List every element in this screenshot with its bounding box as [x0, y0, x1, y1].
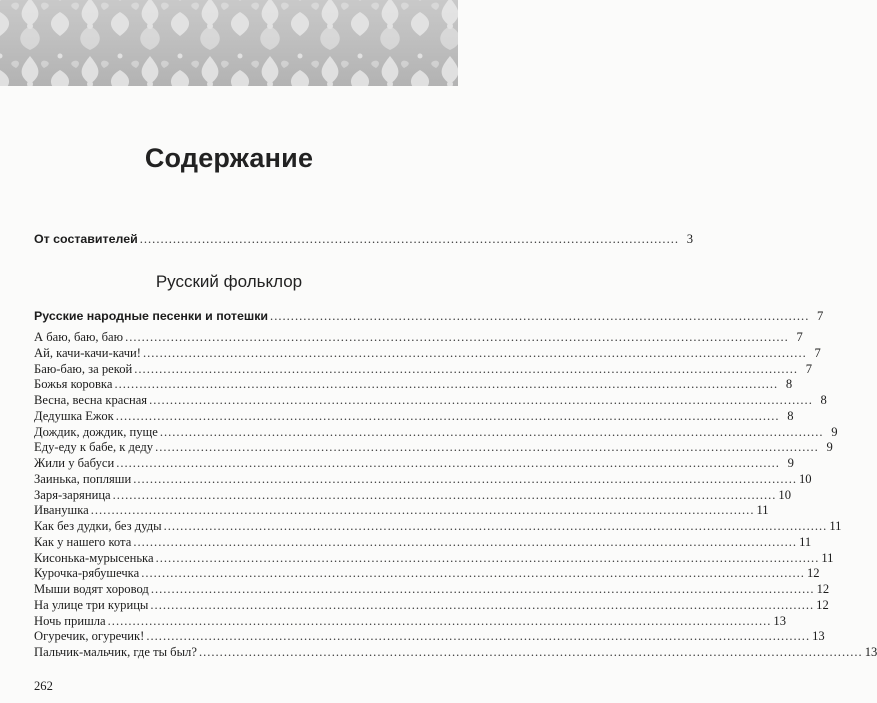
toc-entry-label: Курочка-рябушечка [34, 566, 140, 581]
toc-entry-label: Заинька, попляши [34, 471, 132, 486]
toc-entry-page: 11 [821, 550, 834, 565]
toc-entry [34, 597, 829, 613]
toc-entry [34, 487, 791, 503]
toc-entry-page: 11 [756, 503, 769, 518]
toc-entry [34, 645, 877, 660]
toc-entry-label: Мыши водят хоровод [34, 582, 149, 596]
toc-entry [34, 582, 830, 597]
toc-leader-dots: ................................................................................................................................................................ [155, 550, 820, 565]
header-ornament-banner [0, 0, 458, 86]
toc-entry-page: 8 [785, 377, 793, 392]
toc-entry-page: 9 [787, 456, 794, 470]
toc-entry-page: 12 [806, 566, 820, 581]
toc-entry-label: Еду-еду к бабе, к деду [34, 440, 154, 455]
toc-entry [34, 503, 769, 518]
damask-ornament-pattern [0, 0, 458, 86]
toc-entry [34, 361, 812, 377]
toc-subsection [34, 309, 824, 324]
toc-entry [34, 345, 821, 361]
toc-entry [34, 456, 794, 471]
toc-entry-page: 9 [831, 424, 838, 439]
toc-entry-label: Дождик, дождик, пуще [34, 424, 158, 439]
toc-leader-dots: ................................................................................................................................................................ [114, 377, 779, 392]
toc-entry-page: 8 [820, 393, 827, 407]
toc-entry [34, 534, 812, 550]
toc-entry-page: 13 [864, 645, 877, 659]
toc-leader-dots: ................................................................................................................................................................ [107, 613, 772, 628]
toc-entry-label: Весна, весна красная [34, 393, 148, 407]
toc-entry-page: 13 [773, 613, 786, 628]
toc-entry-page: 12 [816, 582, 830, 596]
toc-entry-page: 11 [829, 519, 842, 533]
toc-entry-page: 7 [814, 345, 821, 360]
toc-entry [34, 408, 794, 424]
toc-leader-dots: .................................................................................................................................. [270, 309, 810, 323]
toc-entry-label: Ночь пришла [34, 613, 106, 628]
toc-entry-page: 10 [778, 487, 791, 502]
toc-entry-label: Пальчик-мальчик, где ты был? [34, 645, 197, 659]
toc-entry-page: 12 [816, 597, 829, 612]
toc-entry [34, 613, 786, 629]
toc-leader-dots: ................................................................................................................................................................ [112, 487, 777, 502]
toc-entry-page: 13 [812, 629, 825, 644]
toc-leader-dots: ................................................................................................................................................................ [146, 629, 811, 644]
toc-leader-dots: ................................................................................................................................................................ [141, 566, 805, 581]
toc-leader-dots: ................................................................................................................................................................ [155, 440, 819, 455]
toc-entry [34, 519, 842, 534]
toc-leader-dots: ................................................................................................................................................................ [90, 503, 755, 518]
toc-entry-label: Кисонька-мурысенька [34, 550, 154, 565]
toc-entry-page: 9 [826, 440, 833, 455]
toc-entry-page: 7 [805, 361, 812, 376]
toc-entry-page: 3 [686, 232, 694, 246]
page-title: Содержание [144, 143, 314, 173]
toc-leader-dots: ................................................................................................................................................................ [134, 361, 798, 376]
toc-entry [34, 566, 820, 581]
toc-leader-dots: ................................................................................................................................................................ [150, 582, 815, 596]
toc-entry-preface [34, 232, 694, 247]
toc-subsection-page: 7 [817, 309, 824, 323]
toc-entry [34, 330, 803, 345]
toc-entry-page: 10 [798, 471, 812, 486]
toc-entry-page: 8 [787, 408, 794, 423]
toc-entry [34, 629, 825, 644]
toc-entry-label: На улице три курицы [34, 597, 149, 612]
toc-entry-page: 11 [799, 534, 812, 549]
toc-entry [34, 471, 812, 487]
toc-entry [34, 377, 793, 392]
toc-entry-label: Как без дудки, без дуды [34, 519, 162, 533]
toc-entry-label: Божья коровка [34, 377, 113, 392]
toc-entry [34, 393, 827, 408]
toc-leader-dots: ................................................................................................................................................................ [115, 408, 780, 423]
section-heading: Русский фольклор [155, 272, 303, 291]
toc-entry-label: Дедушка Ежок [34, 408, 114, 423]
toc-leader-dots: .................................................................................................................................. [139, 232, 680, 246]
toc-entry-label: Ай, качи-качи-качи! [34, 345, 141, 360]
toc-entry-label: Заря-заряница [34, 487, 111, 502]
toc-leader-dots: ................................................................................................................................................................ [142, 345, 807, 360]
toc-entry [34, 440, 833, 455]
toc-leader-dots: ................................................................................................................................................................ [150, 597, 815, 612]
toc-entry-label: Огуречик, огуречик! [34, 629, 145, 644]
toc-leader-dots: ................................................................................................................................................................ [133, 471, 797, 486]
toc-subsection-label: Русские народные песенки и потешки [34, 309, 269, 323]
page-number: 262 [34, 679, 53, 693]
toc-entry-label: Как у нашего кота [34, 534, 132, 549]
toc-leader-dots: ................................................................................................................................................................ [133, 534, 798, 549]
toc-leader-dots: ................................................................................................................................................................ [116, 456, 780, 470]
toc-entry-label: Иванушка [34, 503, 89, 518]
toc-leader-dots: ................................................................................................................................................................ [198, 645, 863, 659]
toc-entry-label: А баю, баю, баю [34, 330, 124, 344]
toc-leader-dots: ................................................................................................................................................................ [149, 393, 813, 407]
toc-leader-dots: ................................................................................................................................................................ [125, 330, 789, 344]
toc-entry-page: 7 [796, 330, 803, 344]
toc-entry-label: Жили у бабуси [34, 456, 115, 470]
toc-entry [34, 550, 834, 566]
toc-entry-label: Баю-баю, за рекой [34, 361, 133, 376]
toc-leader-dots: ................................................................................................................................................................ [159, 424, 824, 439]
toc-entry-label: От составителей [34, 232, 138, 246]
toc-entry [34, 424, 838, 440]
toc-leader-dots: ................................................................................................................................................................ [163, 519, 828, 533]
